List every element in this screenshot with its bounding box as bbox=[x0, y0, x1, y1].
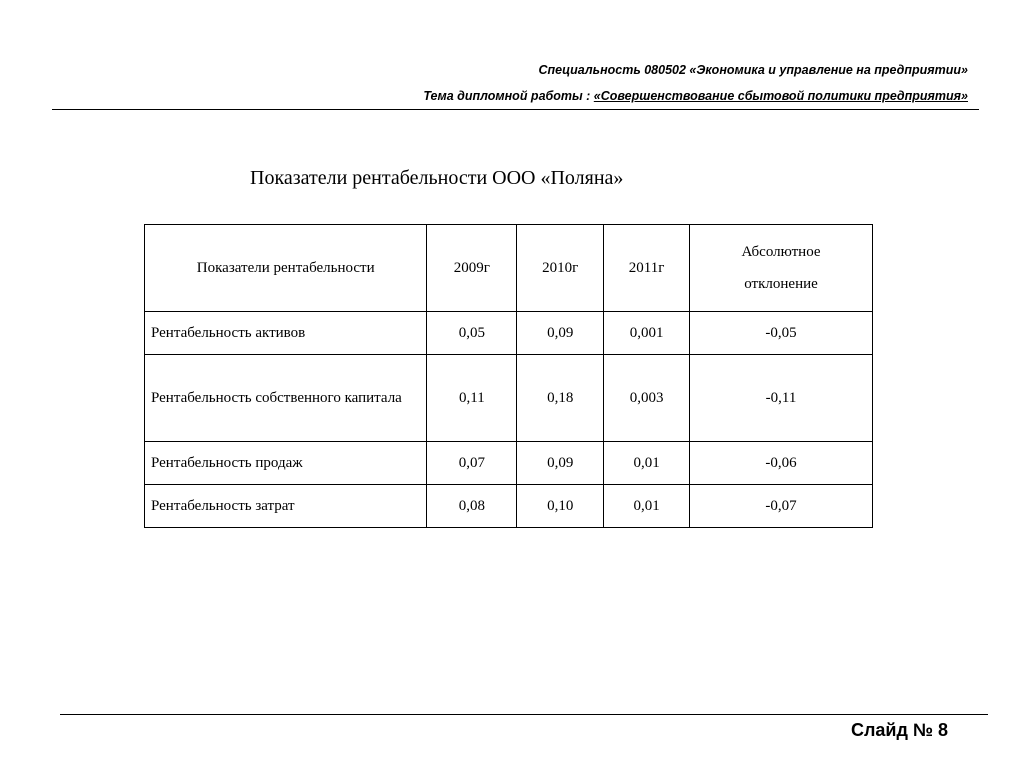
value-cell: 0,09 bbox=[517, 312, 604, 355]
value-cell: 0,003 bbox=[604, 355, 690, 442]
row-label: Рентабельность продаж bbox=[145, 442, 427, 485]
slide-number: Слайд № 8 bbox=[850, 720, 948, 740]
thesis-topic-line bbox=[423, 89, 968, 103]
table-title: Показатели рентабельности ООО «Поляна» bbox=[250, 167, 624, 189]
row-label: Рентабельность активов bbox=[145, 312, 427, 355]
column-header: 2010г bbox=[517, 225, 604, 312]
table-row bbox=[145, 355, 873, 442]
value-cell: 0,08 bbox=[427, 485, 517, 528]
thesis-topic-prefix: Тема дипломной работы : bbox=[423, 89, 594, 103]
value-cell: -0,07 bbox=[690, 485, 873, 528]
table-row bbox=[145, 442, 873, 485]
value-cell: 0,09 bbox=[517, 442, 604, 485]
footer-divider bbox=[60, 714, 988, 715]
value-cell: -0,05 bbox=[690, 312, 873, 355]
table-header-row bbox=[145, 225, 873, 312]
value-cell: 0,11 bbox=[427, 355, 517, 442]
value-cell: -0,06 bbox=[690, 442, 873, 485]
value-cell: 0,05 bbox=[427, 312, 517, 355]
column-header: 2011г bbox=[604, 225, 690, 312]
value-cell: 0,07 bbox=[427, 442, 517, 485]
value-cell: 0,01 bbox=[604, 442, 690, 485]
row-label: Рентабельность собственного капитала bbox=[145, 355, 427, 442]
table-row bbox=[145, 312, 873, 355]
profitability-table bbox=[144, 224, 873, 528]
value-cell: -0,11 bbox=[690, 355, 873, 442]
value-cell: 0,01 bbox=[604, 485, 690, 528]
header-divider bbox=[52, 109, 979, 110]
specialty-line: Специальность 080502 «Экономика и управление на предприятии» bbox=[538, 63, 968, 77]
value-cell: 0,001 bbox=[604, 312, 690, 355]
table-row bbox=[145, 485, 873, 528]
column-header: Показатели рентабельности bbox=[145, 225, 427, 312]
row-label: Рентабельность затрат bbox=[145, 485, 427, 528]
thesis-topic-title: «Совершенствование сбытовой политики предприятия» bbox=[593, 89, 968, 103]
value-cell: 0,10 bbox=[517, 485, 604, 528]
column-header: 2009г bbox=[427, 225, 517, 312]
value-cell: 0,18 bbox=[517, 355, 604, 442]
column-header: Абсолютное отклонение bbox=[690, 225, 873, 312]
